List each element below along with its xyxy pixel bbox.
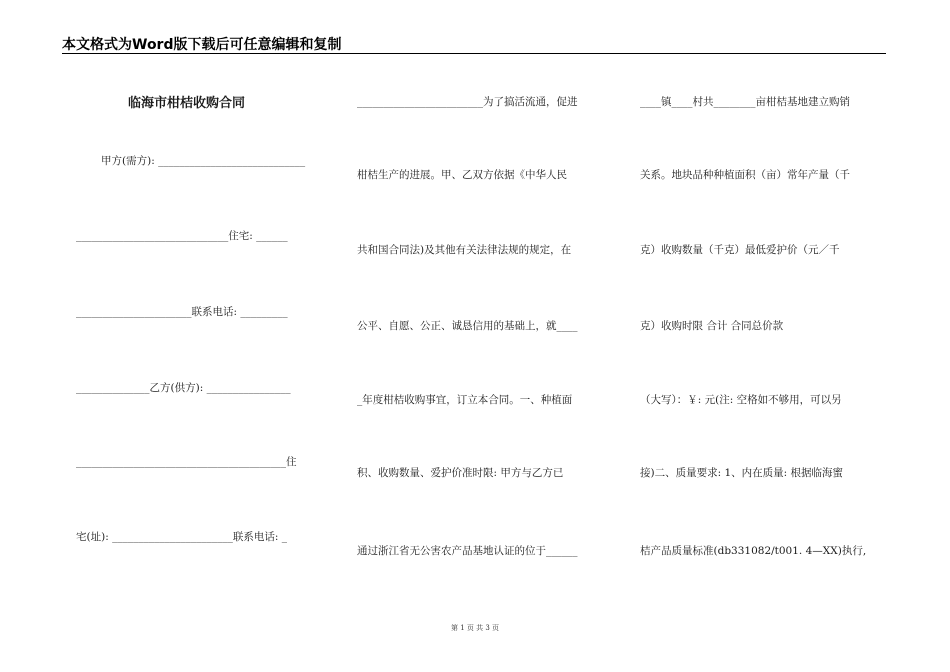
text-line: ____镇____村共________亩柑桔基地建立购销: [640, 96, 850, 108]
text-line: ________________________为了搞活流通，促进: [357, 96, 578, 108]
document-title: 临海市柑桔收购合同: [128, 96, 246, 111]
text-line: _年度柑桔收购事宜，订立本合同。一、种植面: [357, 394, 573, 406]
text-line: 桔产品质量标准(db331082/t001. 4—XX)执行,: [640, 545, 867, 557]
page-footer: 第 1 页 共 3 页: [450, 624, 500, 632]
text-line: 克）收购数量（千克）最低爱护价（元／千: [640, 244, 840, 256]
text-line: 关系。地块品种种植面积（亩）常年产量（千: [640, 169, 850, 181]
text-line: ________________________________________住: [76, 456, 297, 468]
text-line: 公平、自愿、公正、诚恳信用的基础上，就____: [357, 320, 578, 332]
document-header-text: 本文格式为Word版下载后可任意编辑和复制: [62, 37, 342, 53]
text-line: 共和国合同法)及其他有关法律法规的规定，在: [357, 244, 572, 256]
text-line: ______________________联系电话: _________: [76, 306, 288, 318]
text-line: _____________________________住宅: ______: [76, 230, 288, 242]
text-line: 宅(址): _______________________联系电话: _: [76, 531, 287, 543]
text-line: 克）收购时限 合计 合同总价款: [640, 320, 784, 332]
text-line: 通过浙江省无公害农产品基地认证的位于______: [357, 545, 578, 557]
text-line: 柑桔生产的进展。甲、乙双方依据《中华人民: [357, 169, 567, 181]
text-line: 接)二、质量要求: 1、内在质量: 根据临海蜜: [640, 467, 844, 479]
text-line: ______________乙方(供方): ________________: [76, 382, 291, 394]
header-rule: [62, 53, 886, 54]
text-line: 积、收购数量、爱护价准时限: 甲方与乙方已: [357, 467, 564, 479]
text-line: （大写）：￥: 元(注: 空格如不够用，可以另: [640, 394, 842, 406]
text-line: 甲方(需方): ____________________________: [101, 155, 306, 167]
